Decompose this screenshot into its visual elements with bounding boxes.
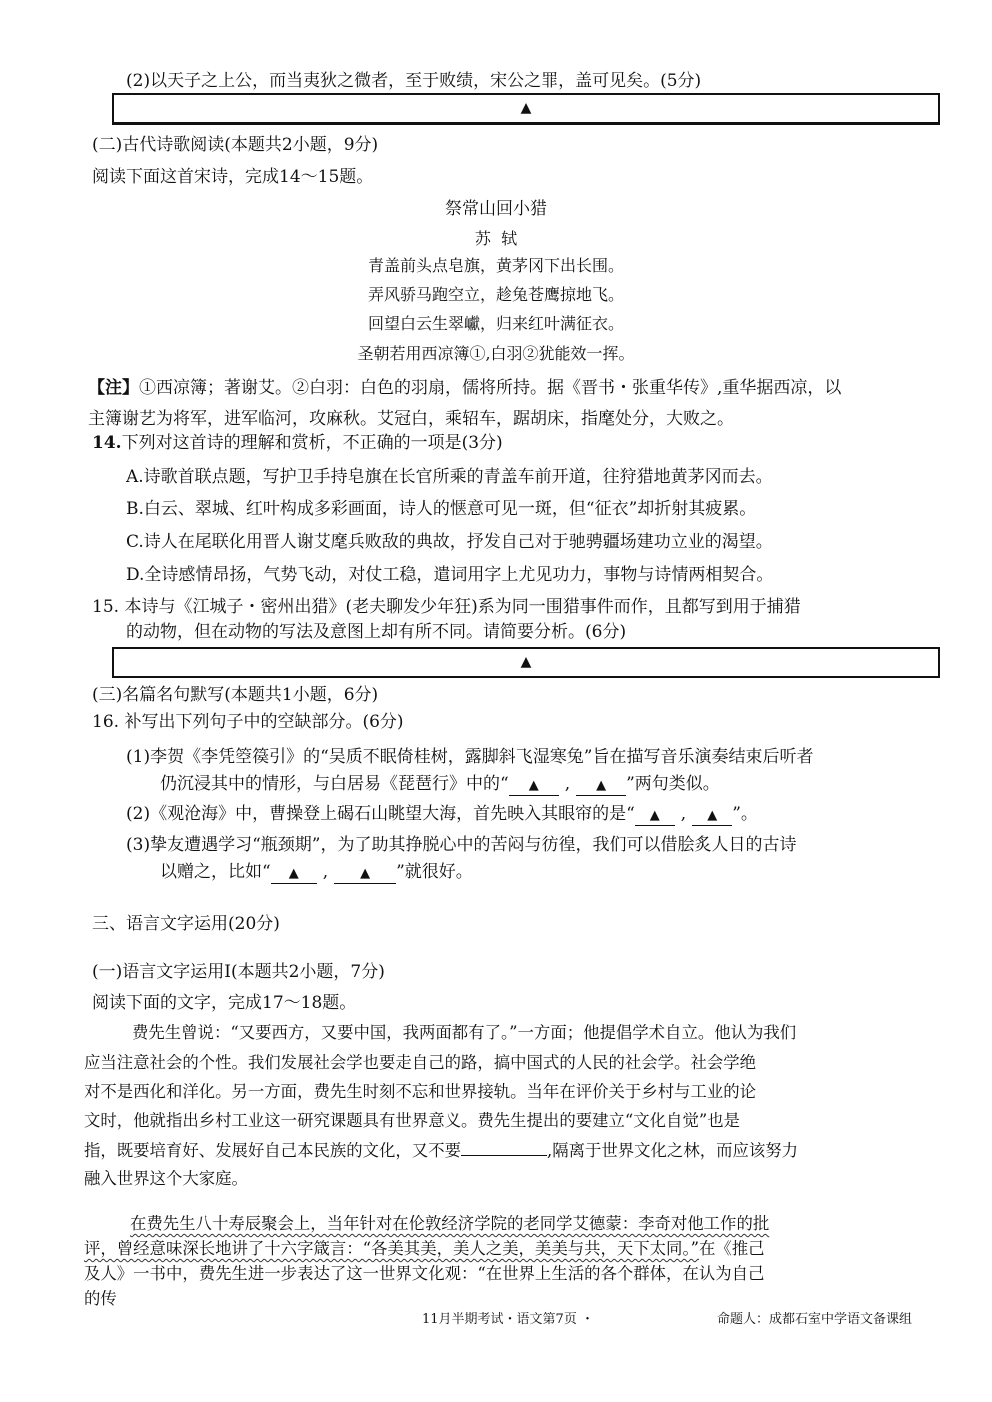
answer-marker: ▲	[520, 100, 532, 116]
note-label: 【注】	[88, 378, 139, 398]
passage-line-2: 应当注意社会的个性。我们发展社会学也要走自己的路，搞中国式的人民的社会学。社会学绝	[84, 1053, 757, 1072]
poem-line-4: 圣朝若用西凉簿①,白羽②犹能效一挥。	[357, 344, 635, 363]
q16-item-2-text: (2)《观沧海》中，曹操登上碣石山眺望大海，首先映入其眼帘的是“	[126, 804, 635, 824]
fill-blank[interactable]	[334, 865, 396, 884]
passage-line-5-pre: 指，既要培育好、发展好自己本民族的文化，又不要	[84, 1141, 461, 1160]
q14-stem: 下列对这首诗的理解和赏析，不正确的一项是(3分)	[121, 433, 503, 453]
fill-blank[interactable]	[692, 807, 732, 826]
blank-marker: ▲	[288, 866, 299, 881]
poem-note-line-1	[88, 377, 841, 399]
passage-line-3: 对不是西化和洋化。另一方面，费先生时刻不忘和世界接轨。当年在评价关于乡村与工业的论	[84, 1082, 757, 1101]
q16-item-1-tail: ”两句类似。	[626, 774, 720, 794]
fill-blank[interactable]	[576, 777, 626, 796]
q16-item-1-line-1: (1)李贺《李凭箜篌引》的“吴质不眠倚桂树，露脚斜飞湿寒兔”旨在描写音乐演奏结束后听者	[126, 747, 814, 767]
section-instruction-poetry: 阅读下面这首宋诗，完成14～15题。	[92, 167, 374, 187]
passage-p2-line-1: 在费先生八十寿辰聚会上，当年针对在伦敦经济学院的老同学艾德蒙：李奇对他工作的批	[130, 1214, 770, 1233]
fill-blank[interactable]	[271, 865, 317, 884]
poem-author: 苏 轼	[474, 229, 518, 248]
footer-page-info: 11月半期考试・语文第7页 ・	[422, 1312, 594, 1327]
poem-line-1: 青盖前头点皂旗，黄茅冈下出长围。	[367, 256, 624, 275]
q16-item-2	[126, 803, 758, 826]
blank-marker: ▲	[649, 808, 660, 823]
poem-line-3: 回望白云生翠巘，归来红叶满征衣。	[367, 314, 624, 333]
q16-item-3-tail: ”就很好。	[396, 862, 473, 882]
q16-item-1-line-2	[160, 773, 720, 796]
answer-box-13[interactable]	[112, 93, 940, 125]
part-three-instruction: 阅读下面的文字，完成17～18题。	[92, 993, 357, 1013]
answer-box-15[interactable]	[112, 647, 940, 678]
q16-item-3-line-2	[160, 861, 473, 884]
fill-blank-17[interactable]	[461, 1139, 547, 1156]
q14-option-c[interactable]: C.诗人在尾联化用晋人谢艾麾兵败敌的典故，抒发自己对于驰骋疆场建功立业的渴望。	[126, 532, 773, 552]
question-16-stem: 16. 补写出下列句子中的空缺部分。(6分)	[92, 712, 404, 732]
answer-marker: ▲	[520, 654, 532, 670]
q16-item-3-text: 以赠之，比如“	[160, 862, 271, 882]
blank-marker: ▲	[707, 808, 718, 823]
q16-item-1-text: 仍沉浸其中的情形，与白居易《琵琶行》中的“	[160, 774, 509, 794]
part-three-title: 三、语言文字运用(20分)	[92, 914, 280, 934]
question-15-line-2: 的动物，但在动物的写法及意图上却有所不同。请简要分析。(6分)	[126, 622, 627, 642]
section-title-recitation: (三)名篇名句默写(本题共1小题，6分)	[92, 685, 379, 705]
blank-marker: ▲	[528, 778, 539, 793]
passage-line-5	[84, 1139, 798, 1162]
blank-marker: ▲	[596, 778, 607, 793]
passage-line-4: 文时，他就指出乡村工业这一研究课题具有世界意义。费先生提出的要建立“文化自觉”也是	[84, 1111, 740, 1130]
comma: ,	[564, 774, 571, 794]
passage-p2-line-3: 及人》一书中，费先生进一步表达了这一世界文化观：“在世界上生活的各个群体，在认为自己	[84, 1264, 765, 1283]
q13-item-2: (2)以天子之上公，而当夷狄之微者，至于败绩，宋公之罪，盖可见矣。(5分)	[126, 71, 702, 91]
q14-option-b[interactable]: B.白云、翠城、红叶构成多彩画面，诗人的惬意可见一斑，但“征衣”却折射其疲累。	[126, 499, 757, 519]
passage-p2-line-4: 的传	[84, 1289, 117, 1308]
poem-note-line-2: 主簿谢艺为将军，进军临河，攻麻秋。艾冠白，乘轺车，踞胡床，指麾处分，大败之。	[88, 409, 734, 429]
passage-line-6: 融入世界这个大家庭。	[84, 1169, 248, 1188]
passage-p2-underlined: 评，曾经意味深长地讲了十六字箴言：“各美其美，美人之美，美美与共，天下太同。”	[84, 1239, 700, 1258]
poem-line-2: 弄风骄马跑空立，趁兔苍鹰掠地飞。	[367, 285, 624, 304]
blank-marker: ▲	[360, 866, 371, 881]
question-15-line-1: 15. 本诗与《江城子・密州出猎》(老夫聊发少年狂)系为同一围猎事件而作，且都写到用于捕猎	[92, 597, 801, 617]
question-14	[92, 432, 503, 454]
q16-item-2-tail: ”。	[732, 804, 758, 824]
q16-item-3-line-1: (3)挚友遭遇学习“瓶颈期”，为了助其挣脱心中的苦闷与彷徨，我们可以借脍炙人日的古诗	[126, 835, 797, 855]
passage-p2-line-2	[84, 1238, 765, 1260]
passage-p2-tail: 在《推己	[699, 1239, 765, 1258]
q14-option-d[interactable]: D.全诗感情昂扬，气势飞动，对仗工稳，遣词用字上尤见功力，事物与诗情两相契合。	[126, 565, 774, 585]
comma: ,	[680, 804, 687, 824]
passage-line-5-post: ,隔离于世界文化之林，而应该努力	[546, 1141, 799, 1160]
comma: ,	[322, 862, 329, 882]
q14-option-a[interactable]: A.诗歌首联点题，写护卫手持皂旗在长官所乘的青盖车前开道，往狩猎地黄茅冈而去。	[126, 467, 773, 487]
fill-blank[interactable]	[635, 807, 675, 826]
section-title-poetry: (二)古代诗歌阅读(本题共2小题，9分)	[92, 135, 379, 155]
note-text-1: ①西凉簿；著谢艾。②白羽：白色的羽扇，儒将所持。据《晋书・张重华传》,重华据西凉，以	[139, 378, 842, 398]
part-three-subtitle: (一)语言文字运用Ⅰ(本题共2小题，7分)	[92, 962, 385, 982]
fill-blank[interactable]	[509, 777, 559, 796]
q14-number: 14.	[92, 433, 122, 453]
passage-line-1: 费先生曾说：“又要西方，又要中国，我两面都有了。”一方面；他提倡学术自立。他认为我们	[132, 1023, 797, 1042]
poem-title: 祭常山回小猎	[445, 199, 547, 219]
footer-author: 命题人：成都石室中学语文备课组	[717, 1312, 913, 1327]
